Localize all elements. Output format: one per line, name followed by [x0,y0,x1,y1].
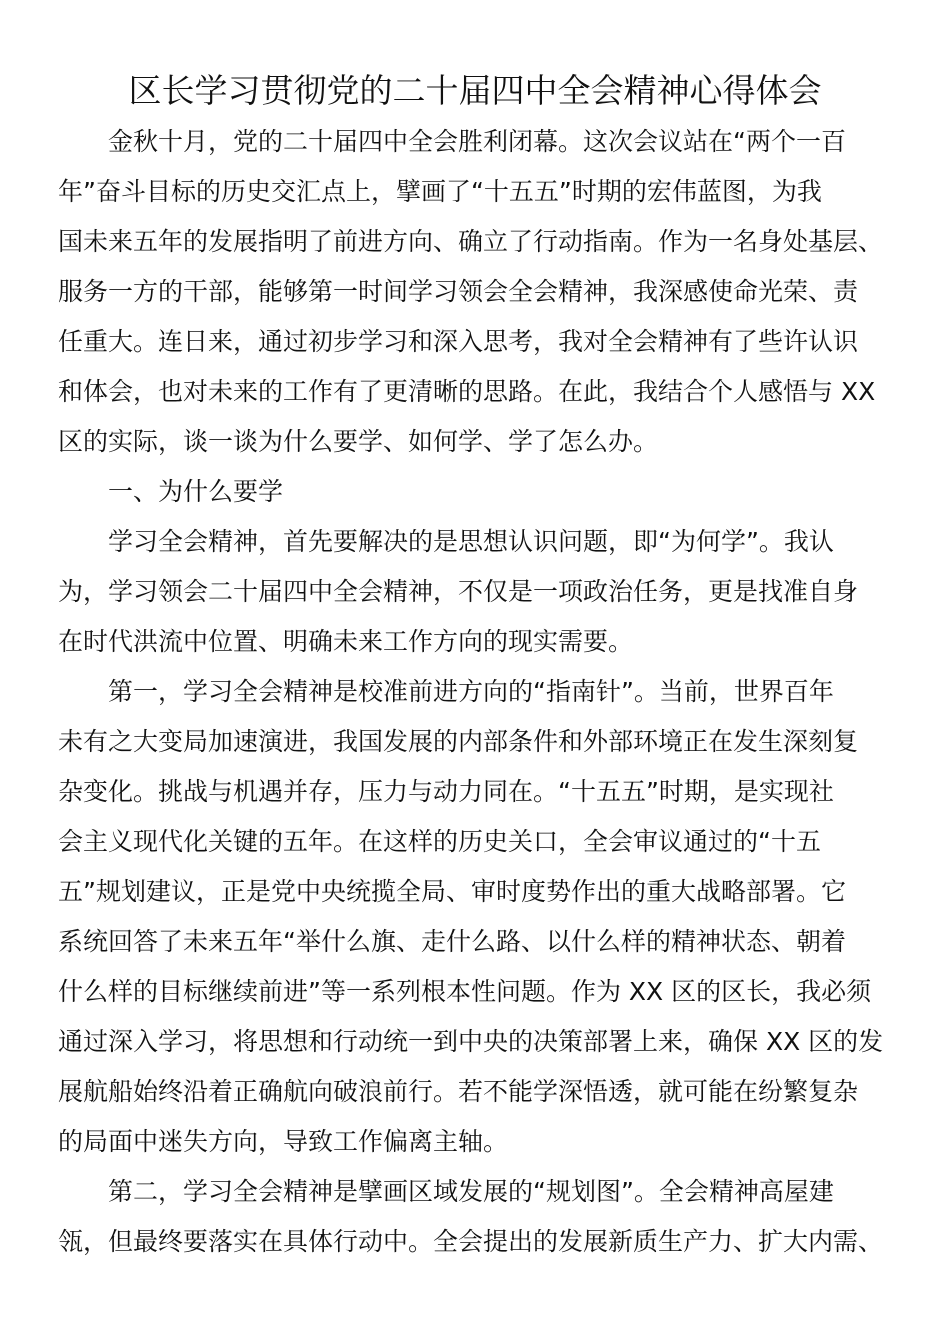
text-line: 展航船始终沿着正确航向破浪前行。若不能学深悟透，就可能在纷繁复杂 [58,1077,859,1106]
text-line: 系统回答了未来五年“举什么旗、走什么路、以什么样的精神状态、朝着 [58,927,846,956]
text-line: 第二，学习全会精神是擘画区域发展的“规划图”。全会精神高屋建 [108,1177,834,1206]
text-line: 瓴，但最终要落实在具体行动中。全会提出的发展新质生产力、扩大内需、 [58,1227,884,1256]
text-line: 第一，学习全会精神是校准前进方向的“指南针”。当前，世界百年 [108,677,834,706]
text-line: 服务一方的干部，能够第一时间学习领会全会精神，我深感使命光荣、责 [58,277,859,306]
text-line: 杂变化。挑战与机遇并存，压力与动力同在。“十五五”时期，是实现社 [58,777,834,806]
text-line: 为，学习领会二十届四中全会精神，不仅是一项政治任务，更是找准自身 [58,577,859,606]
text-line: 五”规划建议，正是党中央统揽全局、审时度势作出的重大战略部署。它 [58,877,846,906]
text-line: 任重大。连日来，通过初步学习和深入思考，我对全会精神有了些许认识 [58,327,859,356]
text-line: 在时代洪流中位置、明确未来工作方向的现实需要。 [58,627,634,656]
text-line: 的局面中迷失方向，导致工作偏离主轴。 [58,1127,509,1156]
text-line: 会主义现代化关键的五年。在这样的历史关口，全会审议通过的“十五 [58,827,821,856]
text-line: 学习全会精神，首先要解决的是思想认识问题，即“为何学”。我认 [108,527,834,556]
paragraph-intro [58,117,892,467]
text-line: 金秋十月，党的二十届四中全会胜利闭幕。这次会议站在“两个一百 [108,127,846,156]
text-line: 通过深入学习，将思想和行动统一到中央的决策部署上来，确保 XX 区的发 [58,1027,884,1056]
document-title: 区长学习贯彻党的二十届四中全会精神心得体会 [128,71,822,110]
text-line: 未有之大变局加速演进，我国发展的内部条件和外部环境正在发生深刻复 [58,727,859,756]
paragraph-point-two [58,1167,892,1267]
paragraph-why-learn [58,517,892,667]
text-line: 年”奋斗目标的历史交汇点上，擘画了“十五五”时期的宏伟蓝图，为我 [58,177,822,206]
text-line: 什么样的目标继续前进”等一系列根本性问题。作为 XX 区的区长，我必须 [58,977,872,1006]
text-line: 区的实际，谈一谈为什么要学、如何学、学了怎么办。 [58,427,659,456]
paragraph-point-one [58,667,892,1167]
text-line: 国未来五年的发展指明了前进方向、确立了行动指南。作为一名身处基层、 [58,227,884,256]
section-heading: 一、为什么要学 [108,477,284,506]
text-line: 和体会，也对未来的工作有了更清晰的思路。在此，我结合个人感悟与 XX [58,377,876,406]
document-body [58,117,892,1267]
